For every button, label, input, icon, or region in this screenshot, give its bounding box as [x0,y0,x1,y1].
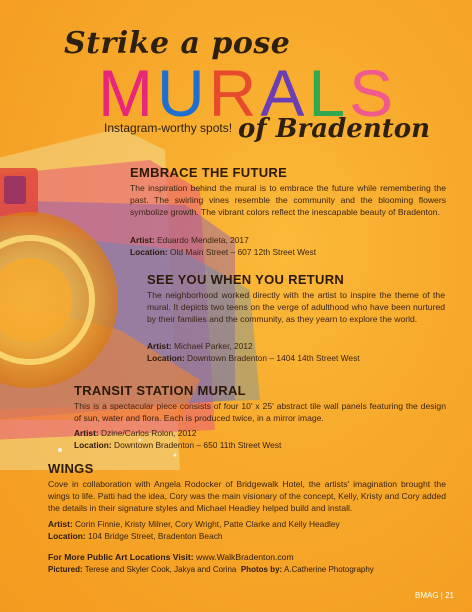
more-locations [48,552,294,562]
section-title: EMBRACE THE FUTURE [130,165,288,180]
more-label: For More Public Art Locations Visit: [48,552,194,562]
murals-letter: M [98,56,157,130]
section-artist: Artist: Michael Parker, 2012 [147,341,253,351]
page-number: BMAG | 21 [415,591,454,600]
photo-credits: Pictured: Terese and Skyler Cook, Jakya and Corina Photos by: A.Catherine Photography [48,565,374,574]
section-title: TRANSIT STATION MURAL [74,383,246,398]
section-body: The inspiration behind the mural is to embrace the future while remembering the past. The swirling vines resemble the community and the blooming flowers symbolize growth. The vibrant colors reflect the inescapable beauty of Bradenton. [130,183,446,217]
murals-letter: A [260,56,309,130]
section-body: The neighborhood worked directly with the artist to inspire the theme of the mural. It depicts two teens on the verge of adulthood who have been nurtured by their families and the community, as they yearn to explore the world. [147,290,445,324]
section-artist: Artist: Dzine/Carlos Rolon, 2012 [74,428,197,438]
section-location: Location: 104 Bridge Street, Bradenton Beach [48,531,223,541]
section-location: Location: Downtown Bradenton – 650 11th Street West [74,440,282,450]
section-body: Cove in collaboration with Angela Rodocker of Bridgewalk Hotel, the artists' imagination brought the wings to life. Patti had the idea, Cory was the main visionary of the concept, Kelly, Kristy and Cory added the details in their signature styles and Michael Headley helped build and install. [48,479,446,513]
section-title: WINGS [48,461,94,476]
more-link[interactable]: www.WalkBradenton.com [196,552,294,562]
section-artist: Artist: Eduardo Mendieta, 2017 [130,235,249,245]
section-artist: Artist: Corin Finnie, Kristy Milner, Cory Wright, Patte Clarke and Kelly Headley [48,519,340,529]
murals-letter: U [156,56,209,130]
murals-letter: L [308,56,350,130]
subtitle: Instagram-worthy spots! [104,121,233,135]
section-body: This is a spectacular piece consists of four 10' x 25' abstract tile wall panels featuring the design of sun, water and flora. Each is produced twice, in a mirror image. [74,401,446,423]
section-location: Location: Old Main Street – 607 12th Street West [130,247,317,257]
murals-letter: S [349,56,398,130]
section-location: Location: Downtown Bradenton – 1404 14th Street West [147,353,360,363]
city-title: of Bradenton [238,114,430,144]
section-title: SEE YOU WHEN YOU RETURN [147,272,345,287]
murals-letter: R [208,56,261,130]
script-title: Strike a pose [64,26,291,61]
